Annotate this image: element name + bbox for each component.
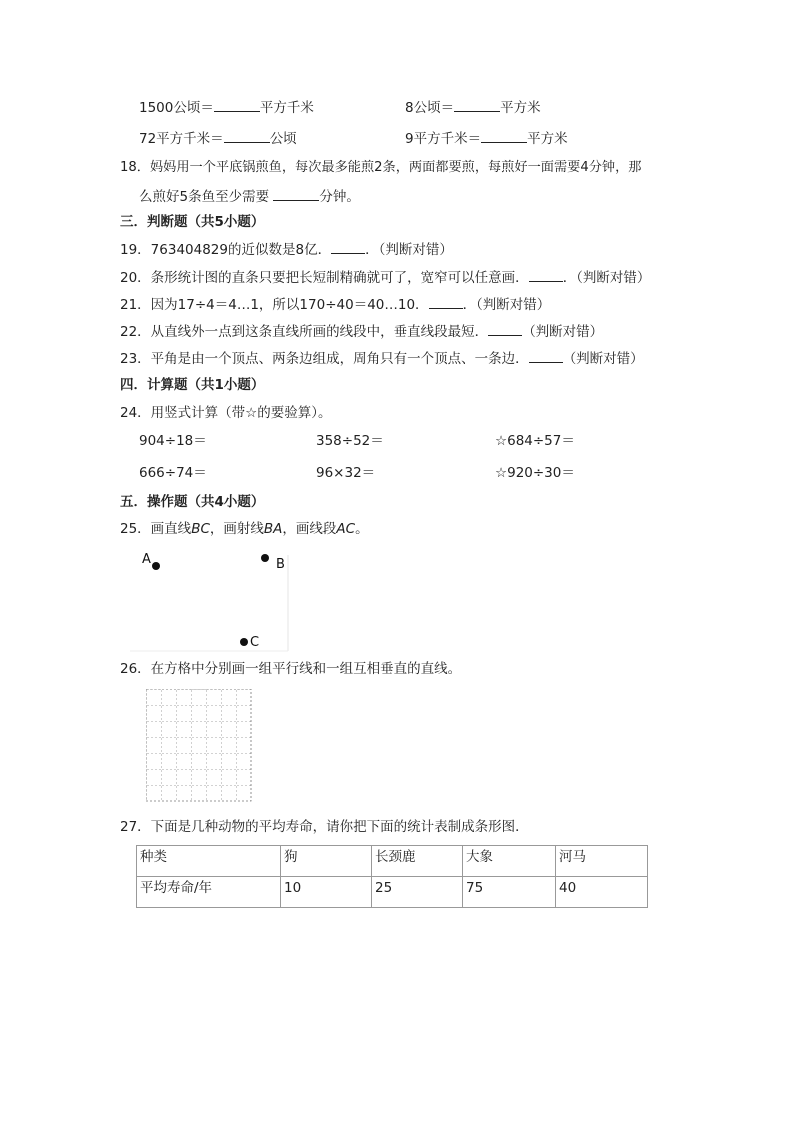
section-heading-calculation: 四．计算题（共1小题）: [120, 377, 265, 393]
q22-suffix: （判断对错）: [522, 324, 604, 340]
q23: [120, 349, 644, 368]
q25-label-bc: BC: [191, 521, 210, 537]
q19-text: 19．763404829的近似数是8亿．: [120, 242, 332, 258]
q17-item-1-unit: 平方千米: [259, 100, 314, 116]
q17-item-2-text: 8公顷＝: [405, 100, 455, 116]
q26-square-grid[interactable]: [146, 689, 256, 807]
table-cell: 狗: [281, 846, 372, 877]
q17-item-1: [139, 98, 314, 117]
table-header-row: [137, 846, 648, 877]
q25-label-ac: AC: [336, 521, 356, 537]
q24-prompt: 24．用竖式计算（带☆的要验算）。: [120, 405, 332, 421]
table-row: [137, 877, 648, 908]
q17-item-3-text: 72平方千米＝: [139, 131, 224, 147]
q23-suffix: （判断对错）: [562, 351, 644, 367]
q19-suffix: ．（判断对错）: [365, 242, 453, 258]
q18-line-1: 18．妈妈用一个平底锅煎鱼，每次最多能煎2条，两面都要煎，每煎好一面需要4分钟，那: [120, 160, 642, 175]
point-a-label: A: [142, 552, 151, 567]
q25-text: ，画射线: [209, 521, 264, 537]
section-heading-judgement: 三．判断题（共5小题）: [120, 214, 265, 230]
q17-item-3: [139, 129, 297, 148]
point-a[interactable]: [152, 562, 160, 570]
answer-blank[interactable]: [273, 187, 319, 201]
answer-blank[interactable]: [529, 349, 563, 363]
answer-blank[interactable]: [481, 129, 527, 143]
answer-blank[interactable]: [429, 295, 463, 309]
table-cell: 75: [463, 877, 556, 908]
animal-lifespan-table: [136, 845, 648, 908]
answer-blank[interactable]: [331, 240, 365, 254]
q17-item-4: [405, 129, 568, 148]
q25-prompt: [120, 520, 369, 538]
q21: [120, 295, 550, 314]
answer-blank[interactable]: [529, 268, 563, 282]
table-cell: 大象: [463, 846, 556, 877]
q25-text: 25．画直线: [120, 521, 192, 537]
q20: [120, 268, 650, 287]
q25-text: ，画线段: [282, 521, 337, 537]
q18-unit: 分钟。: [319, 189, 360, 205]
table-cell: 长颈鹿: [372, 846, 463, 877]
q17-item-2-unit: 平方米: [500, 100, 541, 116]
q24-problem: ☆920÷30＝: [495, 465, 575, 481]
q17-item-3-unit: 公顷: [269, 131, 297, 147]
q24-problem: 666÷74＝: [139, 465, 207, 481]
q17-item-1-text: 1500公顷＝: [139, 100, 214, 116]
q23-text: 23．平角是由一个顶点、两条边组成，周角只有一个顶点、一条边．: [120, 351, 529, 367]
answer-blank[interactable]: [488, 322, 522, 336]
q18-text: 么煎好5条鱼至少需要: [139, 189, 270, 205]
q21-text: 21．因为17÷4＝4…1，所以170÷40＝40…10．: [120, 297, 429, 313]
q27-prompt: 27．下面是几种动物的平均寿命，请你把下面的统计表制成条形图．: [120, 819, 529, 835]
grid-cells: [146, 689, 251, 801]
point-c[interactable]: [240, 638, 248, 646]
answer-blank[interactable]: [224, 129, 270, 143]
point-b-label: B: [276, 557, 285, 572]
q17-item-2: [405, 98, 541, 117]
point-c-label: C: [250, 635, 260, 650]
q20-text: 20．条形统计图的直条只要把长短制精确就可了，宽窄可以任意画．: [120, 270, 529, 286]
q25-text: 。: [355, 521, 369, 537]
table-cell: 河马: [556, 846, 648, 877]
section-heading-operation: 五．操作题（共4小题）: [120, 494, 265, 510]
answer-blank[interactable]: [214, 98, 260, 112]
q24-problem: ☆684÷57＝: [495, 433, 575, 449]
table-cell: 10: [281, 877, 372, 908]
table-cell: 40: [556, 877, 648, 908]
q24-problem: 904÷18＝: [139, 433, 207, 449]
q25-points-figure[interactable]: [130, 545, 300, 655]
q17-item-4-unit: 平方米: [527, 131, 568, 147]
q22-text: 22．从直线外一点到这条直线所画的线段中，垂直线段最短．: [120, 324, 489, 340]
table-cell: 种类: [137, 846, 281, 877]
q21-suffix: ．（判断对错）: [462, 297, 551, 313]
table-cell: 平均寿命/年: [137, 877, 281, 908]
q17-item-4-text: 9平方千米＝: [405, 131, 482, 147]
table-cell: 25: [372, 877, 463, 908]
q20-suffix: ．（判断对错）: [562, 270, 651, 286]
q24-problem: 358÷52＝: [316, 433, 384, 449]
q18-line-2: [139, 187, 360, 206]
q26-prompt: 26．在方格中分别画一组平行线和一组互相垂直的直线。: [120, 661, 462, 677]
answer-blank[interactable]: [454, 98, 500, 112]
q22: [120, 322, 603, 341]
q19: [120, 240, 453, 259]
q24-problem: 96×32＝: [316, 465, 376, 481]
q25-label-ba: BA: [263, 521, 283, 537]
point-b[interactable]: [261, 554, 269, 562]
